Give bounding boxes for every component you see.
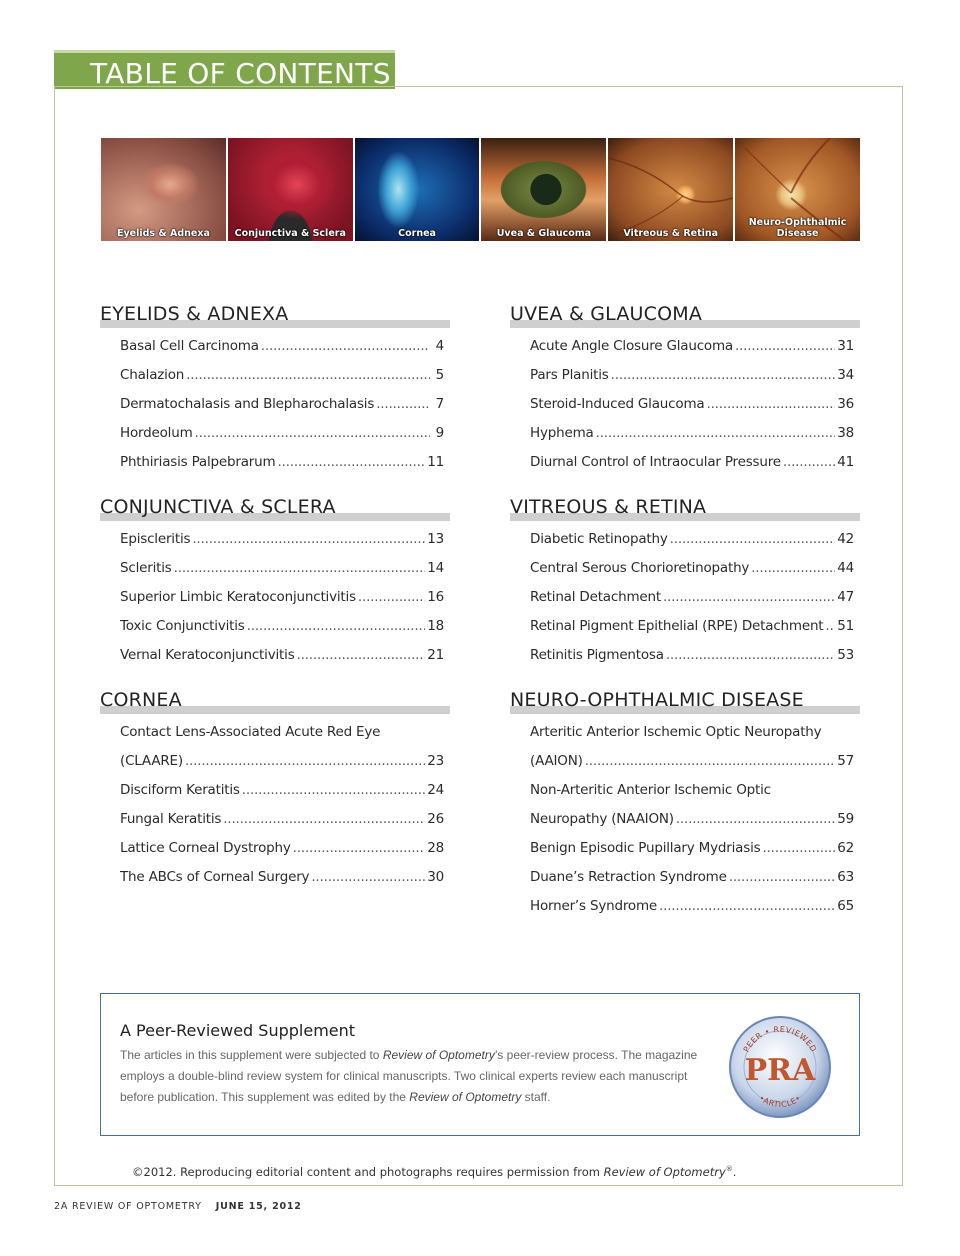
dot-leader — [663, 589, 835, 605]
entry-page-number: 63 — [837, 869, 854, 885]
dot-leader — [277, 454, 425, 470]
toc-entry — [120, 782, 444, 811]
retina-vessels — [608, 138, 733, 241]
journal-name: Review of Optometry — [382, 1048, 495, 1062]
toc-entry — [530, 531, 854, 560]
journal-name: Review of Optometry — [409, 1090, 522, 1104]
section-title: VITREOUS & RETINA — [510, 496, 860, 520]
toc-entry — [530, 367, 854, 396]
entry-title: Scleritis — [120, 560, 172, 576]
photo-caption: Uvea & Glaucoma — [496, 228, 592, 239]
dot-leader — [293, 840, 426, 856]
photo-retina — [608, 138, 733, 241]
toc-header-tab — [54, 50, 395, 89]
entry-title: Pars Planitis — [530, 367, 609, 383]
entry-title: Disciform Keratitis — [120, 782, 240, 798]
entry-page-number: 18 — [427, 618, 444, 634]
photo-caption: Eyelids & Adnexa — [116, 228, 210, 239]
toc-entry — [530, 338, 854, 367]
section-conjunctiva — [100, 496, 450, 676]
peer-heading: A Peer-Reviewed Supplement — [120, 1021, 356, 1040]
entry-page-number: 47 — [837, 589, 854, 605]
entry-page-number: 16 — [427, 589, 444, 605]
dot-leader — [706, 396, 835, 412]
entry-title: Lattice Corneal Dystrophy — [120, 840, 291, 856]
entry-title: Contact Lens-Associated Acute Red Eye — [120, 724, 381, 740]
toc-entry — [120, 618, 444, 647]
toc-entry — [530, 811, 854, 840]
dot-leader — [297, 647, 426, 663]
section-title: CORNEA — [100, 689, 450, 713]
section-title: UVEA & GLAUCOMA — [510, 303, 860, 327]
entry-page-number: 41 — [837, 454, 854, 470]
entry-title: Hyphema — [530, 425, 594, 441]
peer-reviewed-seal-icon — [727, 1014, 833, 1120]
toc-entry — [530, 724, 854, 753]
toc-entry — [120, 338, 444, 367]
entry-page-number: 65 — [837, 898, 854, 914]
entry-page-number: 7 — [435, 396, 444, 412]
entry-page-number: 31 — [837, 338, 854, 354]
section-vitreous — [510, 496, 860, 676]
entry-page-number: 53 — [837, 647, 854, 663]
entry-title: Dermatochalasis and Blepharochalasis — [120, 396, 375, 412]
entry-page-number: 44 — [837, 560, 854, 576]
entry-page-number: 34 — [837, 367, 854, 383]
dot-leader — [762, 840, 835, 856]
issue-date: JUNE 15, 2012 — [215, 1201, 302, 1212]
peer-text: The articles in this supplement were subjected to Review of Optometry’s peer-review process. The magazine employs a double-blind review system for clinical manuscripts. Two clinical experts review each manuscript before publication. This supplement was edited by the Review of Optometry staff. — [120, 1048, 698, 1104]
entry-page-number: 28 — [427, 840, 444, 856]
toc-entry — [530, 454, 854, 483]
entry-title: Steroid-Induced Glaucoma — [530, 396, 705, 412]
entry-page-number: 5 — [435, 367, 444, 383]
toc-entry — [530, 425, 854, 454]
dot-leader — [611, 367, 836, 383]
entry-title: Episcleritis — [120, 531, 191, 547]
entry-page-number: 51 — [837, 618, 854, 634]
entry-title: Basal Cell Carcinoma — [120, 338, 259, 354]
section-eyelids — [100, 303, 450, 483]
entry-title: Diurnal Control of Intraocular Pressure — [530, 454, 781, 470]
toc-entry — [120, 454, 444, 483]
dot-leader — [192, 531, 425, 547]
toc-entry — [530, 618, 854, 647]
entry-title: Phthiriasis Palpebrarum — [120, 454, 276, 470]
toc-entry — [120, 724, 444, 753]
toc-entry — [530, 396, 854, 425]
entry-title: Acute Angle Closure Glaucoma — [530, 338, 733, 354]
toc-entry — [120, 869, 444, 898]
photo-caption: Cornea — [398, 228, 436, 239]
entry-page-number: 14 — [427, 560, 444, 576]
toc-entry — [530, 782, 854, 811]
entry-page-number: 26 — [427, 811, 444, 827]
photo-cornea — [355, 138, 480, 241]
folio-label: 2A REVIEW OF OPTOMETRY — [54, 1201, 202, 1212]
dot-leader — [783, 454, 835, 470]
entry-title: (CLAARE) — [120, 753, 183, 769]
svg-text:PEER • REVIEWED: PEER • REVIEWED — [741, 1024, 819, 1054]
toc-entry — [120, 753, 444, 782]
toc-entry — [530, 869, 854, 898]
entry-title: Horner’s Syndrome — [530, 898, 658, 914]
page-title: TABLE OF CONTENTS — [90, 57, 391, 90]
dot-leader — [596, 425, 836, 441]
dot-leader — [247, 618, 426, 634]
entry-page-number: 24 — [427, 782, 444, 798]
photo-conjunctiva — [228, 138, 353, 241]
dot-leader — [261, 338, 430, 354]
section-title: EYELIDS & ADNEXA — [100, 303, 450, 327]
dot-leader — [670, 531, 836, 547]
toc-entry — [120, 396, 444, 425]
toc-entry — [120, 560, 444, 589]
toc-entry — [530, 589, 854, 618]
toc-entry — [530, 840, 854, 869]
toc-entry — [120, 811, 444, 840]
entry-page-number: 62 — [837, 840, 854, 856]
toc-entry — [530, 898, 854, 927]
entry-title: Diabetic Retinopathy — [530, 531, 668, 547]
dot-leader — [376, 396, 430, 412]
toc-entry — [530, 560, 854, 589]
entry-page-number: 42 — [837, 531, 854, 547]
photo-caption: Conjunctiva & Sclera — [234, 228, 346, 239]
entry-title: Neuropathy (NAAION) — [530, 811, 674, 827]
photo-eyelids — [101, 138, 226, 241]
photo-banner — [101, 138, 860, 241]
entry-title: The ABCs of Corneal Surgery — [120, 869, 310, 885]
svg-text:PRA: PRA — [744, 1053, 816, 1088]
entry-page-number: 11 — [427, 454, 444, 470]
toc-entry — [530, 647, 854, 676]
photo-neuro — [735, 138, 860, 241]
entry-title: Chalazion — [120, 367, 185, 383]
entry-page-number: 30 — [427, 869, 444, 885]
entry-page-number: 4 — [435, 338, 444, 354]
dot-leader — [825, 618, 835, 634]
entry-page-number: 38 — [837, 425, 854, 441]
toc-entry — [120, 531, 444, 560]
photo-caption: Neuro-Ophthalmic Disease — [748, 217, 847, 239]
entry-title: Fungal Keratitis — [120, 811, 222, 827]
entry-page-number: 9 — [435, 425, 444, 441]
entry-page-number: 57 — [837, 753, 854, 769]
dot-leader — [659, 898, 835, 914]
entry-title: Non-Arteritic Anterior Ischemic Optic — [530, 782, 771, 798]
toc-entry — [120, 647, 444, 676]
photo-caption: Vitreous & Retina — [623, 228, 719, 239]
dot-leader — [358, 589, 425, 605]
toc-entry — [120, 589, 444, 618]
page-folio — [54, 1201, 302, 1212]
photo-uvea — [481, 138, 606, 241]
entry-title: Central Serous Chorioretinopathy — [530, 560, 750, 576]
entry-page-number: 13 — [427, 531, 444, 547]
copyright-line: ©2012. Reproducing editorial content and photographs requires permission from Review of Optometry®. — [132, 1165, 737, 1179]
dot-leader — [729, 869, 835, 885]
dot-leader — [751, 560, 835, 576]
toc-entry — [120, 425, 444, 454]
toc-entry — [530, 753, 854, 782]
entry-title: Retinal Pigment Epithelial (RPE) Detachment — [530, 618, 824, 634]
entry-title: Benign Episodic Pupillary Mydriasis — [530, 840, 761, 856]
dot-leader — [223, 811, 425, 827]
entry-page-number: 36 — [837, 396, 854, 412]
section-cornea — [100, 689, 450, 898]
dot-leader — [311, 869, 425, 885]
entry-page-number: 21 — [427, 647, 444, 663]
entry-title: Hordeolum — [120, 425, 193, 441]
dot-leader — [186, 367, 430, 383]
dot-leader — [735, 338, 835, 354]
dot-leader — [666, 647, 835, 663]
toc-entry — [120, 840, 444, 869]
entry-title: Duane’s Retraction Syndrome — [530, 869, 727, 885]
section-uvea — [510, 303, 860, 483]
entry-title: Vernal Keratoconjunctivitis — [120, 647, 295, 663]
svg-text:•ARTICLE•: •ARTICLE• — [757, 1093, 803, 1110]
entry-page-number: 59 — [837, 811, 854, 827]
dot-leader — [195, 425, 430, 441]
dot-leader — [174, 560, 426, 576]
dot-leader — [242, 782, 425, 798]
dot-leader — [676, 811, 835, 827]
peer-review-box — [100, 993, 860, 1136]
entry-title: Superior Limbic Keratoconjunctivitis — [120, 589, 356, 605]
entry-page-number: 23 — [427, 753, 444, 769]
entry-title: Toxic Conjunctivitis — [120, 618, 245, 634]
entry-title: Arteritic Anterior Ischemic Optic Neuropathy — [530, 724, 822, 740]
entry-title: (AAION) — [530, 753, 583, 769]
section-title: NEURO-OPHTHALMIC DISEASE — [510, 689, 860, 713]
section-neuro — [510, 689, 860, 927]
entry-title: Retinitis Pigmentosa — [530, 647, 664, 663]
section-title: CONJUNCTIVA & SCLERA — [100, 496, 450, 520]
dot-leader — [185, 753, 425, 769]
entry-title: Retinal Detachment — [530, 589, 661, 605]
dot-leader — [585, 753, 836, 769]
toc-entry — [120, 367, 444, 396]
